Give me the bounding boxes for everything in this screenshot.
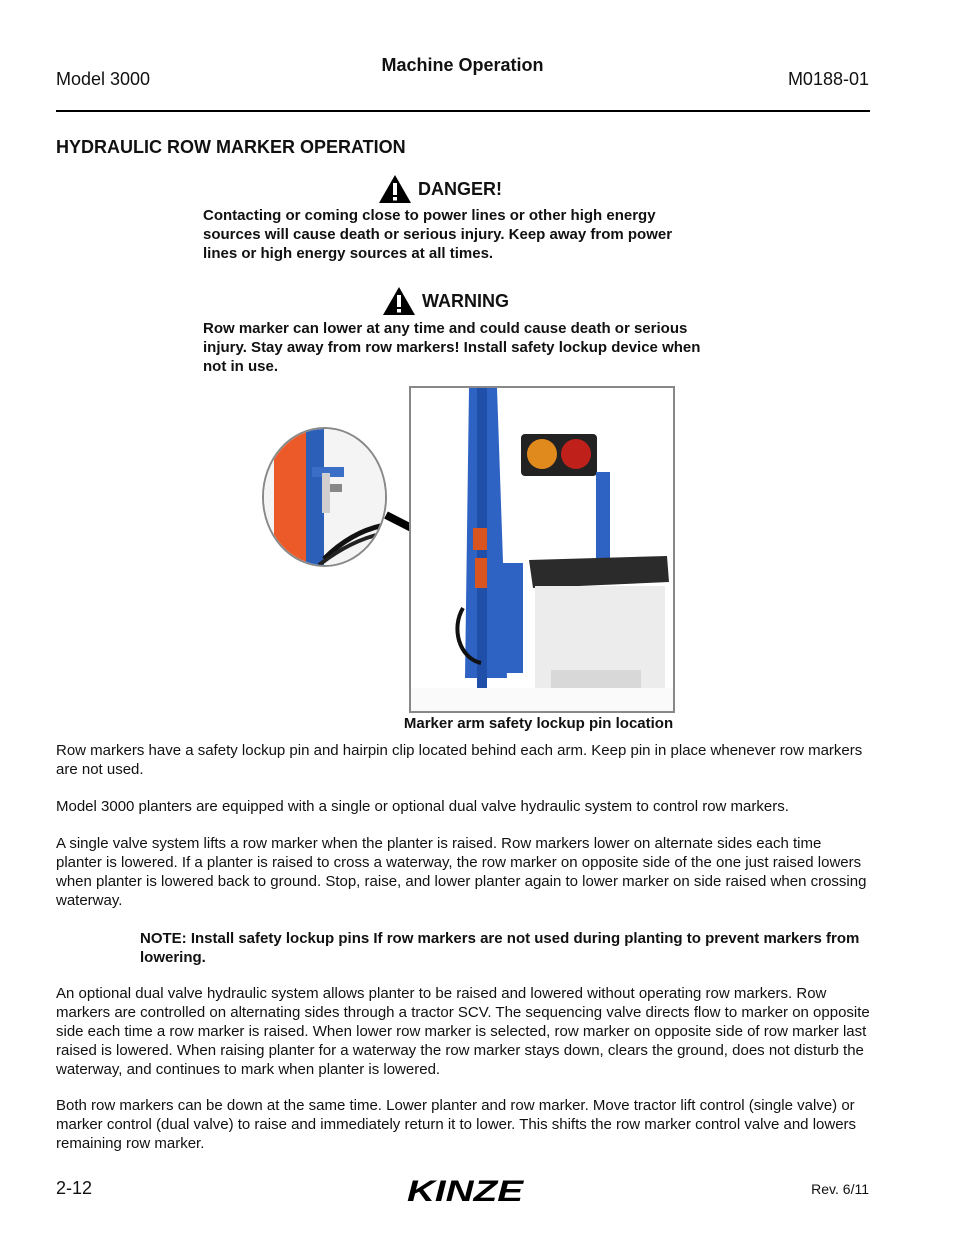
danger-body: Contacting or coming close to power lines or other high energy sources will cause death or serious injury. Keep away from power lines or high energy sources at all times. bbox=[203, 207, 673, 262]
paragraph: Row markers have a safety lockup pin and hairpin clip located behind each arm. Keep pin in place whenever row markers are not used. bbox=[56, 742, 863, 778]
section-title: HYDRAULIC ROW MARKER OPERATION bbox=[56, 137, 406, 157]
paragraph: Both row markers can be down at the same time. Lower planter and row marker. Move tractor lift control (single valve) or marker control (dual valve) to raise and immediately return it to lower. This shifts the row marker control valve and lowers remaining row marker. bbox=[56, 1097, 857, 1152]
warning-body: Row marker can lower at any time and could cause death or serious injury. Stay away from row markers! Install safety lockup device when not in use. bbox=[203, 320, 701, 375]
paragraph: A single valve system lifts a row marker when the planter is raised. Row markers lower on alternate sides each time planter is lowered. If a planter is raised to cross a waterway, the row marker on opposite side of the one just raised lowers when planter is lowered back to ground. Stop, raise, and lower planter again to lower marker on side raised when crossing waterway. bbox=[56, 835, 867, 909]
logo-text: KINZE bbox=[407, 1175, 525, 1206]
paragraph: Model 3000 planters are equipped with a single or optional dual valve hydraulic system to control row markers. bbox=[56, 798, 789, 815]
header-model: Model 3000 bbox=[56, 69, 151, 89]
header-doc-number: M0188-01 bbox=[787, 69, 869, 89]
header-rule bbox=[56, 110, 870, 112]
header-section: Machine Operation bbox=[381, 55, 544, 75]
danger-heading bbox=[378, 174, 502, 204]
lockup-pin-closeup-image bbox=[262, 427, 387, 567]
note: NOTE: Install safety lockup pins If row markers are not used during planting to prevent markers from lowering. bbox=[140, 930, 860, 966]
warning-triangle-icon bbox=[378, 174, 412, 204]
page-number: 2-12 bbox=[56, 1178, 93, 1198]
row-marker-photo bbox=[409, 386, 675, 713]
warning-title: WARNING bbox=[422, 290, 509, 311]
warning-triangle-icon bbox=[382, 286, 416, 316]
paragraph: An optional dual valve hydraulic system allows planter to be raised and lowered without operating row markers. Row markers are controlled on alternating sides through a tractor SCV. The sequencing valve directs flow to marker on opposite side each time a row marker is raised. When lower row marker is selected, row marker on opposite side of row marker last raised is lowered. When raising planter for a waterway the row marker stays down, clears the ground, does not disturb the waterway, and continues to mark when planter is lowered. bbox=[56, 985, 870, 1078]
revision: Rev. 6/11 bbox=[811, 1181, 869, 1197]
warning-heading bbox=[382, 286, 509, 316]
figure-caption: Marker arm safety lockup pin location bbox=[403, 715, 674, 732]
kinze-logo bbox=[405, 1174, 527, 1206]
danger-title: DANGER! bbox=[418, 178, 502, 199]
